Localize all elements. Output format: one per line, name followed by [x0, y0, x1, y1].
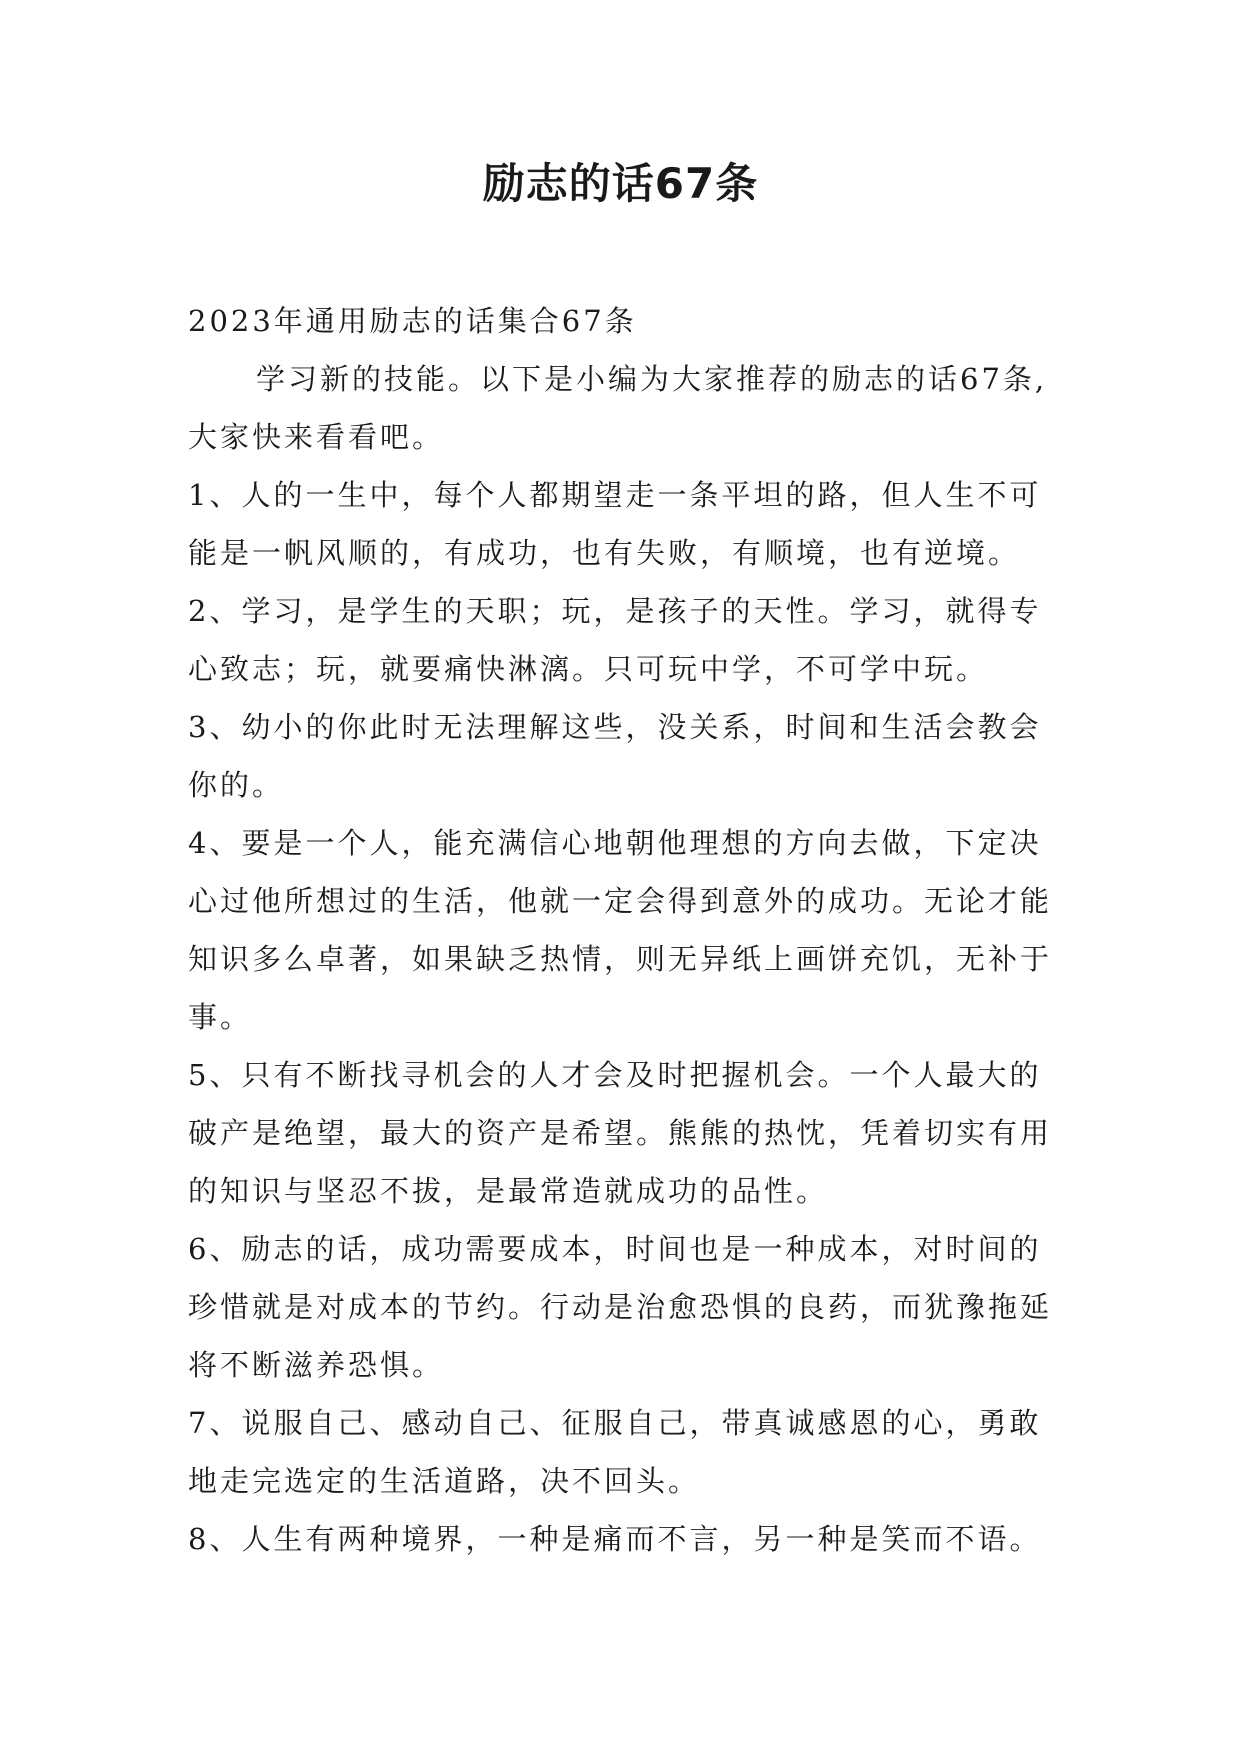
list-item-4: 4、要是一个人，能充满信心地朝他理想的方向去做，下定决心过他所想过的生活，他就一定会得到意外的成功。无论才能知识多么卓著，如果缺乏热情，则无异纸上画饼充饥，无补于事。: [188, 826, 1053, 1034]
list-item-2: 2、学习，是学生的天职；玩，是孩子的天性。学习，就得专心致志；玩，就要痛快淋漓。只可玩中学，不可学中玩。: [188, 594, 1042, 686]
list-item-6: 6、励志的话，成功需要成本，时间也是一种成本，对时间的珍惜就是对成本的节约。行动是治愈恐惧的良药，而犹豫拖延将不断滋养恐惧。: [188, 1232, 1053, 1382]
list-item-7: 7、说服自己、感动自己、征服自己，带真诚感恩的心，勇敢地走完选定的生活道路，决不回头。: [188, 1406, 1042, 1498]
document-body: [188, 292, 1068, 1568]
intro-paragraph: 学习新的技能。以下是小编为大家推荐的励志的话67条,大家快来看看吧。: [188, 362, 1048, 454]
document-title: 励志的话67条: [482, 159, 759, 208]
list-item-1: 1、人的一生中，每个人都期望走一条平坦的路，但人生不可能是一帆风顺的，有成功，也有失败，有顺境，也有逆境。: [188, 478, 1042, 570]
list-item-5: 5、只有不断找寻机会的人才会及时把握机会。一个人最大的破产是绝望，最大的资产是希望。熊熊的热忱，凭着切实有用的知识与坚忍不拔，是最常造就成功的品性。: [188, 1058, 1053, 1208]
document-subtitle: 2023年通用励志的话集合67条: [188, 304, 637, 338]
list-item-8: 8、人生有两种境界，一种是痛而不言，另一种是笑而不语。: [188, 1522, 1042, 1556]
list-item-3: 3、幼小的你此时无法理解这些，没关系，时间和生活会教会你的。: [188, 710, 1042, 802]
